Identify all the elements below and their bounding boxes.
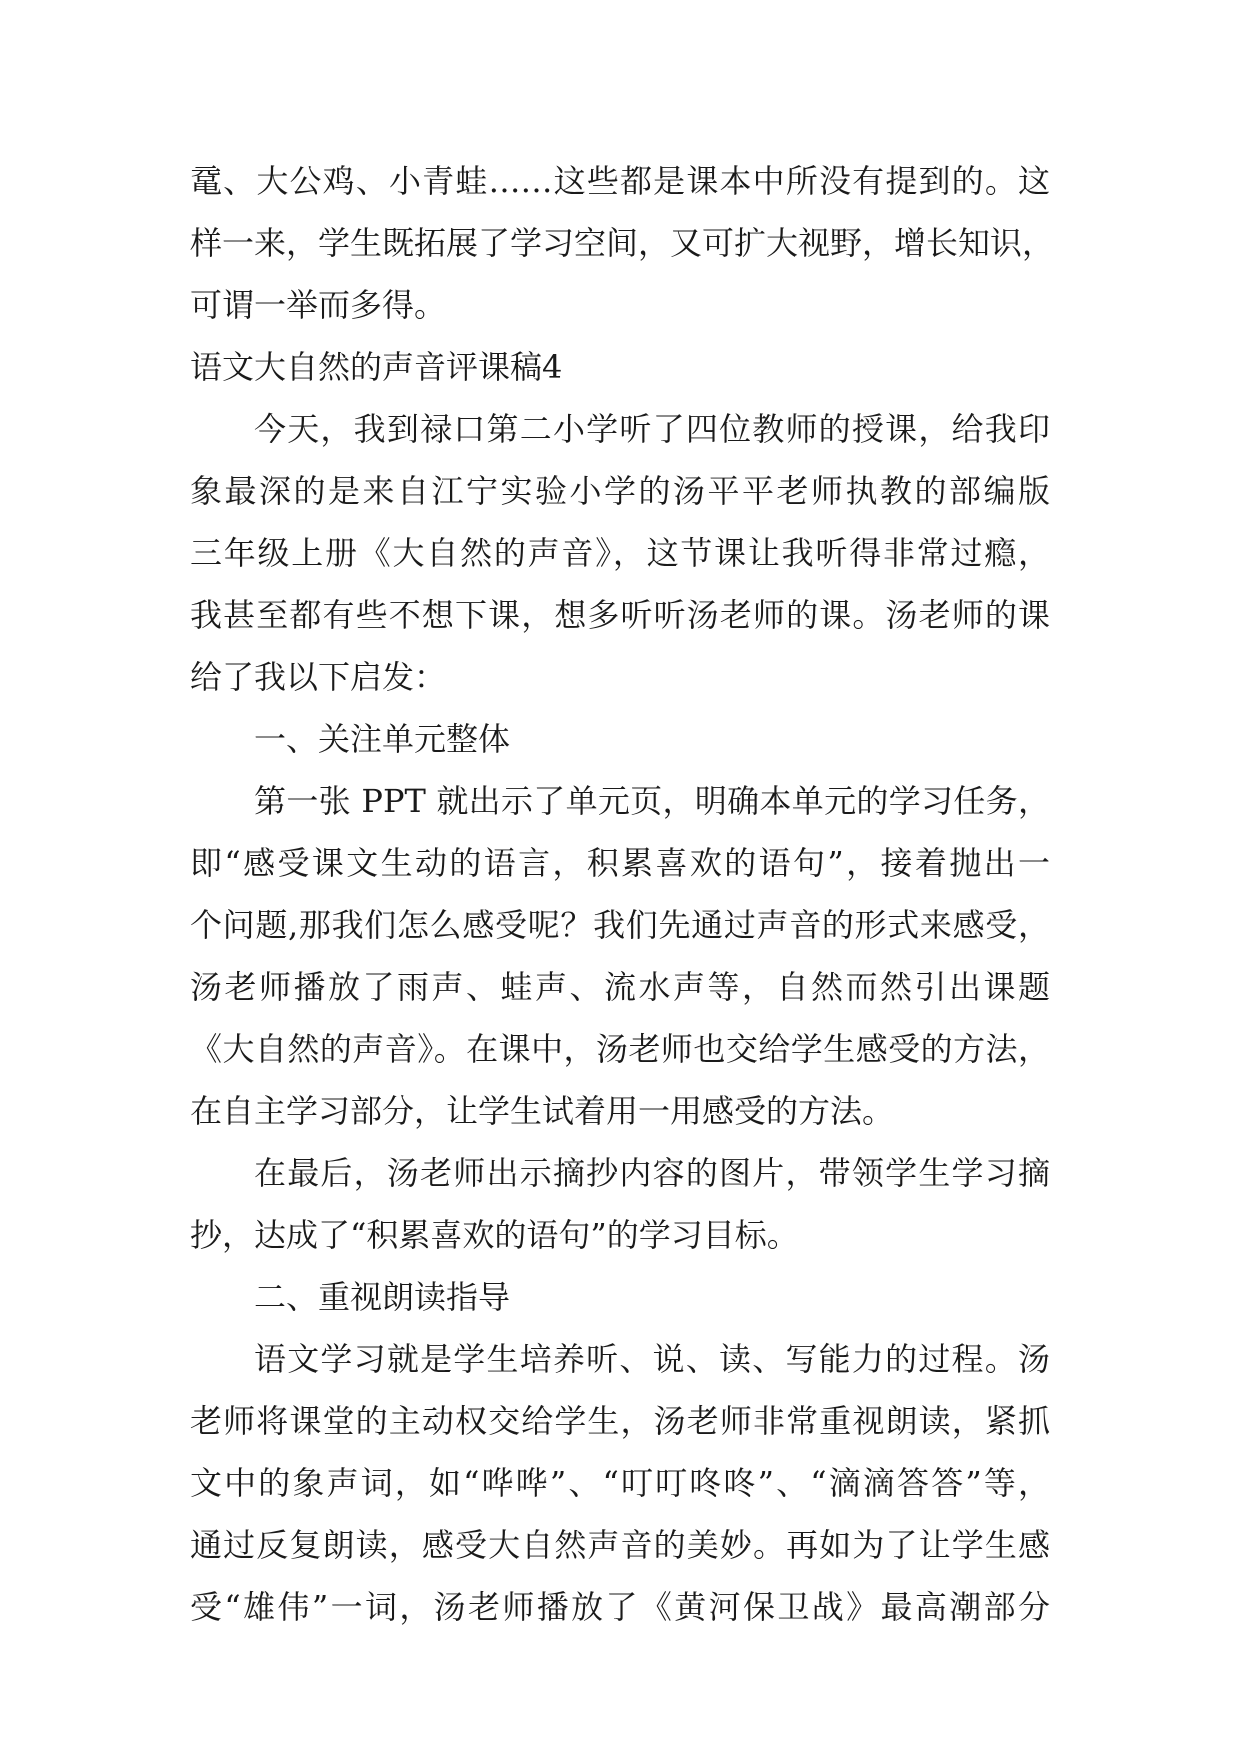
- subheading: 二、重视朗读指导: [254, 1278, 511, 1316]
- text-line: 样一来，学生既拓展了学习空间，又可扩大视野，增长知识，: [190, 224, 1055, 262]
- text-line: 受“雄伟”一词，汤老师播放了《黄河保卫战》最高潮部分: [190, 1588, 1050, 1626]
- text-line: 在自主学习部分，让学生试着用一用感受的方法。: [190, 1092, 895, 1130]
- text-line: 文中的象声词，如“哗哗”、“叮叮咚咚”、“滴滴答答”等，: [190, 1464, 1050, 1502]
- text-line: 老师将课堂的主动权交给学生，汤老师非常重视朗读，紧抓: [190, 1402, 1050, 1440]
- text-line: 第一张 PPT 就出示了单元页，明确本单元的学习任务，: [254, 782, 1050, 820]
- text-line: 语文学习就是学生培养听、说、读、写能力的过程。汤: [254, 1340, 1050, 1378]
- text-line: 在最后，汤老师出示摘抄内容的图片，带领学生学习摘: [254, 1154, 1050, 1192]
- text-line: 抄，达成了“积累喜欢的语句”的学习目标。: [190, 1216, 799, 1254]
- text-line: 《大自然的声音》。在课中，汤老师也交给学生感受的方法，: [190, 1030, 1050, 1068]
- text-line: 鼋、大公鸡、小青蛙……这些都是课本中所没有提到的。这: [190, 162, 1050, 200]
- text-line: 汤老师播放了雨声、蛙声、流水声等，自然而然引出课题: [190, 968, 1050, 1006]
- text-line: 即“感受课文生动的语言，积累喜欢的语句”，接着抛出一: [190, 844, 1050, 882]
- subheading: 一、关注单元整体: [254, 720, 511, 758]
- document-page: [190, 150, 1055, 1638]
- text-line: 象最深的是来自江宁实验小学的汤平平老师执教的部编版: [190, 472, 1050, 510]
- text-line: 我甚至都有些不想下课，想多听听汤老师的课。汤老师的课: [190, 596, 1050, 634]
- text-line: 给了我以下启发：: [190, 658, 447, 696]
- text-line: 今天，我到禄口第二小学听了四位教师的授课，给我印: [254, 410, 1050, 448]
- text-line: 个问题,那我们怎么感受呢？我们先通过声音的形式来感受，: [190, 906, 1050, 944]
- text-line: 通过反复朗读，感受大自然声音的美妙。再如为了让学生感: [190, 1526, 1050, 1564]
- text-line: 可谓一举而多得。: [190, 286, 447, 324]
- text-line: 三年级上册《大自然的声音》，这节课让我听得非常过瘾，: [190, 534, 1050, 572]
- section-heading: 语文大自然的声音评课稿4: [190, 348, 563, 386]
